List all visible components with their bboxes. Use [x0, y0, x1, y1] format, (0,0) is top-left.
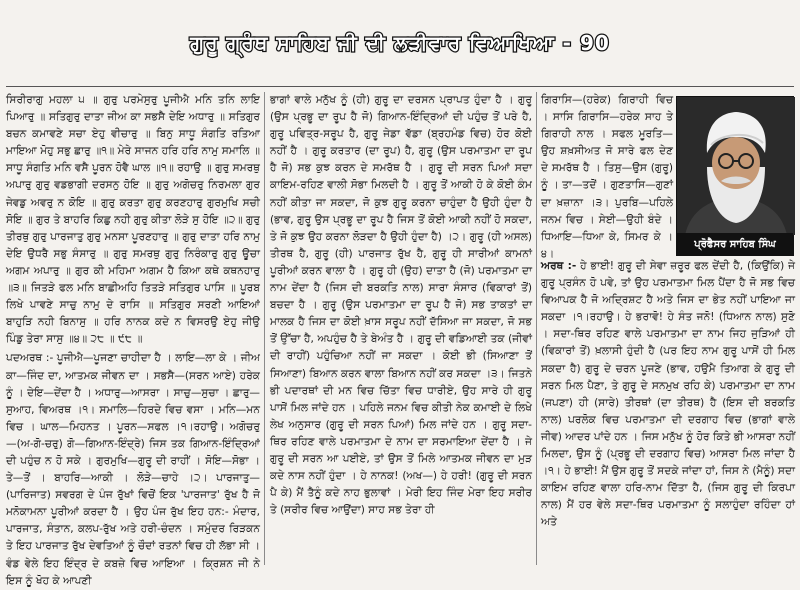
meaning-text: ਹੇ ਭਾਈ! ਗੁਰੂ ਦੀ ਸੇਵਾ ਜ਼ਰੂਰ ਫਲ ਦੇਂਦੀ ਹੈ, (ਕਿਉਂਕਿ) ਜੇ ਗੁਰੂ ਪ੍ਰਸੰਨ ਹੋ ਪਵੇ, ਤਾਂ ਉਹ ਪਰਮਾਤਮਾ ਮਿਲ ਪੈਂਦਾ ਹੈ ਜੋ ਸਭ ਵਿਚ ਵਿਆਪਕ ਹੈ ਜੋ ਅਦ੍ਰਿਸ਼ਟ ਹੈ ਅਤੇ ਜਿਸ ਦਾ ਭੇਤ ਨਹੀਂ ਪਾਇਆ ਜਾ ਸਕਦਾ ।੧।ਰਹਾਉ। ਹੇ ਭਰਾਵੋ! ਹੇ ਸੰਤ ਜਨੋ! (ਧਿਆਨ ਨਾਲ) ਸੁਣੋ । ਸਦਾ-ਥਿਰ ਰਹਿਣ ਵਾਲੇ ਪਰਮਾਤਮਾ ਦਾ ਨਾਮ ਜਿਹ ਜੁੜਿਆਂ ਹੀ (ਵਿਕਾਰਾਂ ਤੋਂ) ਖ਼ਲਾਸੀ ਹੁੰਦੀ ਹੈ (ਪਰ ਇਹ ਨਾਮ ਗੁਰੂ ਪਾਸੋਂ ਹੀ ਮਿਲ ਸਕਦਾ ਹੈ) ਗੁਰੂ ਦੇ ਚਰਨ ਪੂਜਣੇ (ਭਾਵ, ਹਉਮੈ ਤਿਆਗ ਕੇ ਗੁਰੂ ਦੀ ਸਰਨ ਮਿਲ ਪੈਣਾ, ਤੇ ਗੁਰੂ ਦੇ ਸਨਮੁਖ ਰਹਿ ਕੇ) ਪਰਮਾਤਮਾ ਦਾ ਨਾਮ (ਜਪਣਾ) ਹੀ (ਸਾਰੇ) ਤੀਰਥਾਂ (ਦਾ ਤੀਰਥ) ਹੈ (ਇਸ ਦੀ ਬਰਕਤਿ ਨਾਲ) ਪਰਲੋਕ ਵਿਚ ਪਰਮਾਤਮਾ ਦੀ ਦਰਗਾਹ ਵਿਚ (ਭਾਗਾਂ ਵਾਲੇ ਜੀਵ) ਆਦਰ ਪਾਂਦੇ ਹਨ । ਜਿਸ ਮਨੁੱਖ ਨੂੰ ਹੋਰ ਕਿਤੇ ਭੀ ਆਸਰਾ ਨਹੀਂ ਮਿਲਦਾ, ਉਸ ਨੂੰ (ਪ੍ਰਭੂ ਦੀ ਦਰਗਾਹ ਵਿਚ) ਆਸਰਾ ਮਿਲ ਜਾਂਦਾ ਹੈ ।੧। ਹੇ ਭਾਈ! ਮੈਂ ਉਸ ਗੁਰੂ ਤੋਂ ਸਦਕੇ ਜਾਂਦਾ ਹਾਂ, ਜਿਸ ਨੇ (ਮੈਨੂੰ) ਸਦਾ ਕਾਇਮ ਰਹਿਣ ਵਾਲਾ ਹਰਿ-ਨਾਮ ਦਿੱਤਾ ਹੈ, (ਜਿਸ ਗੁਰੂ ਦੀ ਕਿਰਪਾ ਨਾਲ) ਮੈਂ ਹਰ ਵੇਲੇ ਸਦਾ-ਥਿਰ ਪਰਮਾਤਮਾ ਨੂੰ ਸਲਾਹੁੰਦਾ ਰਹਿੰਦਾ ਹਾਂ ਅਤੇ: [541, 260, 795, 529]
column-3-top: [541, 92, 673, 258]
gurbani-verse: ਸਿਰੀਰਾਗੁ ਮਹਲਾ ੫ ॥ ਗੁਰੁ ਪਰਮੇਸੁਰੁ ਪੂਜੀਐ ਮਨਿ ਤਨਿ ਲਾਇ ਪਿਆਰੁ ॥ ਸਤਿਗੁਰੁ ਦਾਤਾ ਜੀਅ ਕਾ ਸਭਸੈ ਦੇਇ ਅਧਾਰੁ ॥ ਸਤਿਗੁਰ ਬਚਨ ਕਮਾਵਣੇ ਸਚਾ ਏਹੁ ਵੀਚਾਰੁ ॥ ਬਿਨੁ ਸਾਧੂ ਸੰਗਤਿ ਰਤਿਆ ਮਾਇਆ ਮੋਹੁ ਸਭੁ ਛਾਰੁ ॥੧॥ ਮੇਰੇ ਸਾਜਨ ਹਰਿ ਹਰਿ ਨਾਮੁ ਸਮਾਲਿ ॥ ਸਾਧੂ ਸੰਗਤਿ ਮਨਿ ਵਸੈ ਪੂਰਨ ਹੋਵੈ ਘਾਲ ॥੧॥ ਰਹਾਉ ॥ ਗੁਰੁ ਸਮਰਥੁ ਅਪਾਰੁ ਗੁਰੁ ਵਡਭਾਗੀ ਦਰਸਨੁ ਹੋਇ ॥ ਗੁਰੁ ਅਗੋਚਰੁ ਨਿਰਮਲਾ ਗੁਰ ਜੇਵਡੁ ਅਵਰੁ ਨ ਕੋਇ ॥ ਗੁਰੁ ਕਰਤਾ ਗੁਰੁ ਕਰਣਹਾਰੁ ਗੁਰਮੁਖਿ ਸਚੀ ਸੋਇ ॥ ਗੁਰ ਤੇ ਬਾਹਰਿ ਕਿਛੁ ਨਹੀ ਗੁਰੁ ਕੀਤਾ ਲੋੜੇ ਸੁ ਹੋਇ ॥੨॥ ਗੁਰੁ ਤੀਰਥੁ ਗੁਰੁ ਪਾਰਜਾਤੁ ਗੁਰੁ ਮਨਸਾ ਪੂਰਣਹਾਰੁ ॥ ਗੁਰੁ ਦਾਤਾ ਹਰਿ ਨਾਮੁ ਦੇਇ ਉਧਰੈ ਸਭੁ ਸੰਸਾਰੁ ॥ ਗੁਰੁ ਸਮਰਥੁ ਗੁਰੁ ਨਿਰੰਕਾਰੁ ਗੁਰੁ ਊਚਾ ਅਗਮ ਅਪਾਰੁ ॥ ਗੁਰ ਕੀ ਮਹਿਮਾ ਅਗਮ ਹੈ ਕਿਆ ਕਥੇ ਕਥਨਹਾਰੁ ॥੩॥ ਜਿਤੜੇ ਫਲ ਮਨਿ ਬਾਛੀਅਹਿ ਤਿਤੜੇ ਸਤਿਗੁਰ ਪਾਸਿ ॥ ਪੂਰਬ ਲਿਖੇ ਪਾਵਣੇ ਸਾਚੁ ਨਾਮੁ ਦੇ ਰਾਸਿ ॥ ਸਤਿਗੁਰ ਸਰਣੀ ਆਇਆਂ ਬਾਹੁੜਿ ਨਹੀ ਬਿਨਾਸੁ ॥ ਹਰਿ ਨਾਨਕ ਕਦੇ ਨ ਵਿਸਰਉ ਏਹੁ ਜੀਉ ਪਿੰਡੁ ਤੇਰਾ ਸਾਸੁ ॥੪॥ ੨੮ ॥ ੯੮ ॥: [6, 94, 260, 346]
author-portrait: [676, 96, 794, 256]
column-3-bottom: [541, 258, 795, 565]
portrait-caption: ਪ੍ਰੋਫੈਸਰ ਸਾਹਿਬ ਸਿੰਘ: [677, 233, 793, 255]
word-meanings: ਪਦਅਰਥ :- ਪੂਜੀਐ—ਪੂਜਣਾ ਚਾਹੀਦਾ ਹੈ । ਲਾਇ—ਲਾ ਕੇ । ਜੀਅ ਕਾ—ਜਿੰਦ ਦਾ, ਆਤਮਕ ਜੀਵਨ ਦਾ । ਸਭਸੈ—(ਸਰਨ ਆਏ) ਹਰੇਕ ਨੂੰ । ਦੇਇ—ਦੇਂਦਾ ਹੈ । ਅਧਾਰੁ—ਆਸਰਾ । ਸਾਚੁ—ਸੁਚਾ । ਛਾਰੁ— ਸੁਆਹ, ਵਿਅਰਥ ।੧। ਸਮਾਲਿ—ਹਿਰਦੇ ਵਿਚ ਵਸਾ । ਮਨਿ—ਮਨ ਵਿਚ । ਘਾਲ—ਮਿਹਨਤ । ਪੂਰਨ—ਸਫਲ ।੧।ਰਹਾਉ। ਅਗੋਚਰੁ—(ਅ-ਗੋ-ਚਰੁ) ਗੋ—ਗਿਆਨ-ਇੰਦ੍ਰੇ) ਜਿਸ ਤਕ ਗਿਆਨ-ਇੰਦ੍ਰਿਆਂ ਦੀ ਪਹੁੰਚ ਨ ਹੋ ਸਕੇ । ਗੁਰਮੁਖਿ—ਗੁਰੂ ਦੀ ਰਾਹੀਂ । ਸੋਇ—ਸੋਭਾ । ਤੇ—ਤੋਂ । ਬਾਹਰਿ—ਆਕੀ । ਲੋੜੇ—ਚਾਹੇ ।੨। ਪਾਰਜਾਤੁ—(ਪਾਰਿਜਾਤ) ਸਵਰਗ ਦੇ ਪੰਜ ਰੁੱਖਾਂ ਵਿਚੋਂ ਇਕ 'ਪਾਰਜਾਤ' ਰੁੱਖ ਹੈ ਜੋ ਮਨੋਕਾਮਨਾ ਪੂਰੀਆਂ ਕਰਦਾ ਹੈ । ਉਹ ਪੰਜ ਰੁੱਖ ਇਹ ਹਨ:- ਮੰਦਾਰ, ਪਾਰਜਾਤ, ਸੰਤਾਨ, ਕਲਪ-ਰੁੱਖ ਅਤੇ ਹਰੀ-ਚੰਦਨ । ਸਮੁੰਦਰ ਰਿੜਕਨ ਤੇ ਇਹ ਪਾਰਜਾਤ ਰੁੱਖ ਦੇਵਤਿਆਂ ਨੂੰ ਚੌਦਾਂ ਰਤਨਾਂ ਵਿਚ ਹੀ ਲੱਭਾ ਸੀ । ਵੰਡ ਵੇਲੇ ਇਹ ਇੰਦ੍ਰ ਦੇ ਕਬਜ਼ੇ ਵਿਚ ਆਇਆ । ਕ੍ਰਿਸ਼ਨ ਜੀ ਨੇ ਇਸ ਨੂੰ ਖੋਹ ਕੇ ਆਪਣੀ: [6, 352, 260, 587]
meaning-paragraph: [541, 258, 795, 532]
column-divider: [536, 92, 537, 565]
headline-rule: [6, 86, 794, 87]
column-divider: [264, 92, 265, 565]
meaning-lead: ਅਰਥ :-: [541, 260, 577, 272]
column-2: [270, 92, 532, 565]
portrait-image: [677, 97, 795, 235]
commentary-text: ਭਾਗਾਂ ਵਾਲੇ ਮਨੁੱਖ ਨੂੰ (ਹੀ) ਗੁਰੂ ਦਾ ਦਰਸਨ ਪ੍ਰਾਪਤ ਹੁੰਦਾ ਹੈ । ਗੁਰੂ (ਉਸ ਪ੍ਰਭੂ ਦਾ ਰੂਪ ਹੈ ਜੋ) ਗਿਆਨ-ਇੰਦ੍ਰਿਆਂ ਦੀ ਪਹੁੰਚ ਤੋਂ ਪਰੇ ਹੈ, ਗੁਰੂ ਪਵਿਤ੍ਰ-ਸਰੂਪ ਹੈ, ਗੁਰੂ ਜੇਡਾ ਵੱਡਾ (ਬ੍ਰਹਮੰਡ ਵਿਚ) ਹੋਰ ਕੋਈ ਨਹੀਂ ਹੈ । ਗੁਰੂ ਕਰਤਾਰ (ਦਾ ਰੂਪ) ਹੈ, ਗੁਰੂ (ਉਸ ਪਰਮਾਤਮਾ ਦਾ ਰੂਪ ਹੈ ਜੋ) ਸਭ ਕੁਝ ਕਰਨ ਦੇ ਸਮਰੱਥ ਹੈ । ਗੁਰੂ ਦੀ ਸਰਨ ਪਿਆਂ ਸਦਾ ਕਾਇਮ-ਰਹਿਣ ਵਾਲੀ ਸੋਭਾ ਮਿਲਦੀ ਹੈ । ਗੁਰੂ ਤੋਂ ਆਕੀ ਹੋ ਕੇ ਕੋਈ ਕੰਮ ਨਹੀਂ ਕੀਤਾ ਜਾ ਸਕਦਾ, ਜੋ ਕੁਝ ਗੁਰੂ ਕਰਨਾ ਚਾਹੁੰਦਾ ਹੈ ਉਹੀ ਹੁੰਦਾ ਹੈ (ਭਾਵ, ਗੁਰੂ ਉਸ ਪ੍ਰਭੂ ਦਾ ਰੂਪ ਹੈ ਜਿਸ ਤੋਂ ਕੋਈ ਆਕੀ ਨਹੀਂ ਹੋ ਸਕਦਾ, ਤੇ ਜੋ ਕੁਝ ਉਹ ਕਰਨਾ ਲੋੜਦਾ ਹੈ ਉਹੀ ਹੁੰਦਾ ਹੈ) ।੨। ਗੁਰੂ (ਹੀ ਅਸਲ) ਤੀਰਥ ਹੈ, ਗੁਰੂ (ਹੀ) ਪਾਰਜਾਤ ਰੁੱਖ ਹੈ, ਗੁਰੂ ਹੀ ਸਾਰੀਆਂ ਕਾਮਨਾਂ ਪੂਰੀਆਂ ਕਰਨ ਵਾਲਾ ਹੈ । ਗੁਰੂ ਹੀ (ਉਹ) ਦਾਤਾ ਹੈ (ਜੋ) ਪਰਮਾਤਮਾ ਦਾ ਨਾਮ ਦੇਂਦਾ ਹੈ (ਜਿਸ ਦੀ ਬਰਕਤਿ ਨਾਲ) ਸਾਰਾ ਸੰਸਾਰ (ਵਿਕਾਰਾਂ ਤੋਂ) ਬਚਦਾ ਹੈ । ਗੁਰੂ (ਉਸ ਪਰਮਾਤਮਾ ਦਾ ਰੂਪ ਹੈ ਜੋ) ਸਭ ਤਾਕਤਾਂ ਦਾ ਮਾਲਕ ਹੈ ਜਿਸ ਦਾ ਕੋਈ ਖ਼ਾਸ ਸਰੂਪ ਨਹੀਂ ਦੱਸਿਆ ਜਾ ਸਕਦਾ, ਜੋ ਸਭ ਤੋਂ ਉੱਚਾ ਹੈ, ਅਪਹੁੰਚ ਹੈ ਤੇ ਬੇਅੰਤ ਹੈ । ਗੁਰੂ ਦੀ ਵਡਿਆਈ ਤਕ (ਜੀਵਾਂ ਦੀ ਰਾਹੀਂ) ਪਹੁੰਚਿਆ ਨਹੀਂ ਜਾ ਸਕਦਾ । ਕੋਈ ਭੀ (ਸਿਆਣਾ ਤੋਂ ਸਿਆਣਾ) ਬਿਆਨ ਕਰਨ ਵਾਲਾ ਬਿਆਨ ਨਹੀਂ ਕਰ ਸਕਦਾ ।੩। ਜਿਤਨੇ ਭੀ ਪਦਾਰਥਾਂ ਦੀ ਮਨ ਵਿਚ ਚਿੱਤਾ ਵਿਚ ਧਾਰੀਏ, ਉਹ ਸਾਰੇ ਹੀ ਗੁਰੂ ਪਾਸੋਂ ਮਿਲ ਜਾਂਦੇ ਹਨ । ਪਹਿਲੇ ਜਨਮ ਵਿਚ ਕੀਤੀ ਨੇਕ ਕਮਾਈ ਦੇ ਲਿਖੇ ਲੇਖ ਅਨੁਸਾਰ (ਗੁਰੂ ਦੀ ਸਰਨ ਪਿਆਂ) ਮਿਲ ਜਾਂਦੇ ਹਨ । ਗੁਰੂ ਸਦਾ-ਥਿਰ ਰਹਿਣ ਵਾਲੇ ਪਰਮਾਤਮਾ ਦੇ ਨਾਮ ਦਾ ਸਰਮਾਇਆ ਦੇਂਦਾ ਹੈ । ਜੇ ਗੁਰੂ ਦੀ ਸਰਨ ਆ ਪਈਏ, ਤਾਂ ਉਸ ਤੋਂ ਮਿਲੇ ਆਤਮਕ ਜੀਵਨ ਦਾ ਮੁੜ ਕਦੇ ਨਾਸ ਨਹੀਂ ਹੁੰਦਾ । ਹੇ ਨਾਨਕ! (ਅਖ—) ਹੇ ਹਰੀ! (ਗੁਰੂ ਦੀ ਸਰਨ ਪੈ ਕੇ) ਮੈਂ ਤੈਨੂੰ ਕਦੇ ਨਾਹ ਭੁਲਾਵਾਂ । ਮੇਰੀ ਇਹ ਜਿੰਦ ਮੇਰਾ ਇਹ ਸਰੀਰ ਤੇ (ਸਰੀਰ ਵਿਚ ਆਉਂਦਾ) ਸਾਹ ਸਭ ਤੇਰਾ ਹੀ: [270, 94, 532, 517]
column-1: [6, 92, 260, 587]
page-headline: ਗੁਰੂ ਗ੍ਰੰਥ ਸਾਹਿਬ ਜੀ ਦੀ ਲੜੀਵਾਰ ਵਿਆਖਿਆ - 90: [190, 31, 610, 55]
word-meanings-continued: ਗਿਰਾਸਿ—(ਹਰੇਕ) ਗਿਰਾਹੀ ਵਿਚ । ਸਾਸਿ ਗਿਰਾਸਿ—ਹਰੇਕ ਸਾਹ ਤੇ ਗਿਰਾਹੀ ਨਾਲ । ਸਫਲ ਮੂਰਤਿ—ਉਹ ਸ਼ਖ਼ਸੀਅਤ ਜੋ ਸਾਰੇ ਫਲ ਦੇਣ ਦੇ ਸਮਰੱਥ ਹੈ । ਤਿਸੁ—ਉਸ (ਗੁਰੂ) ਨੂੰ । ਤਾ—ਤਦੋਂ । ਗੁਣਤਾਸਿ—ਗੁਣਾਂ ਦਾ ਖ਼ਜ਼ਾਨਾ ।੩। ਪੁਰਬਿ—ਪਹਿਲੇ ਜਨਮ ਵਿਚ । ਸੇਈ—ਉਹੀ ਬੰਦੇ । ਧਿਆਇ—ਧਿਆ ਕੇ, ਸਿਮਰ ਕੇ ।੪।: [541, 94, 673, 260]
